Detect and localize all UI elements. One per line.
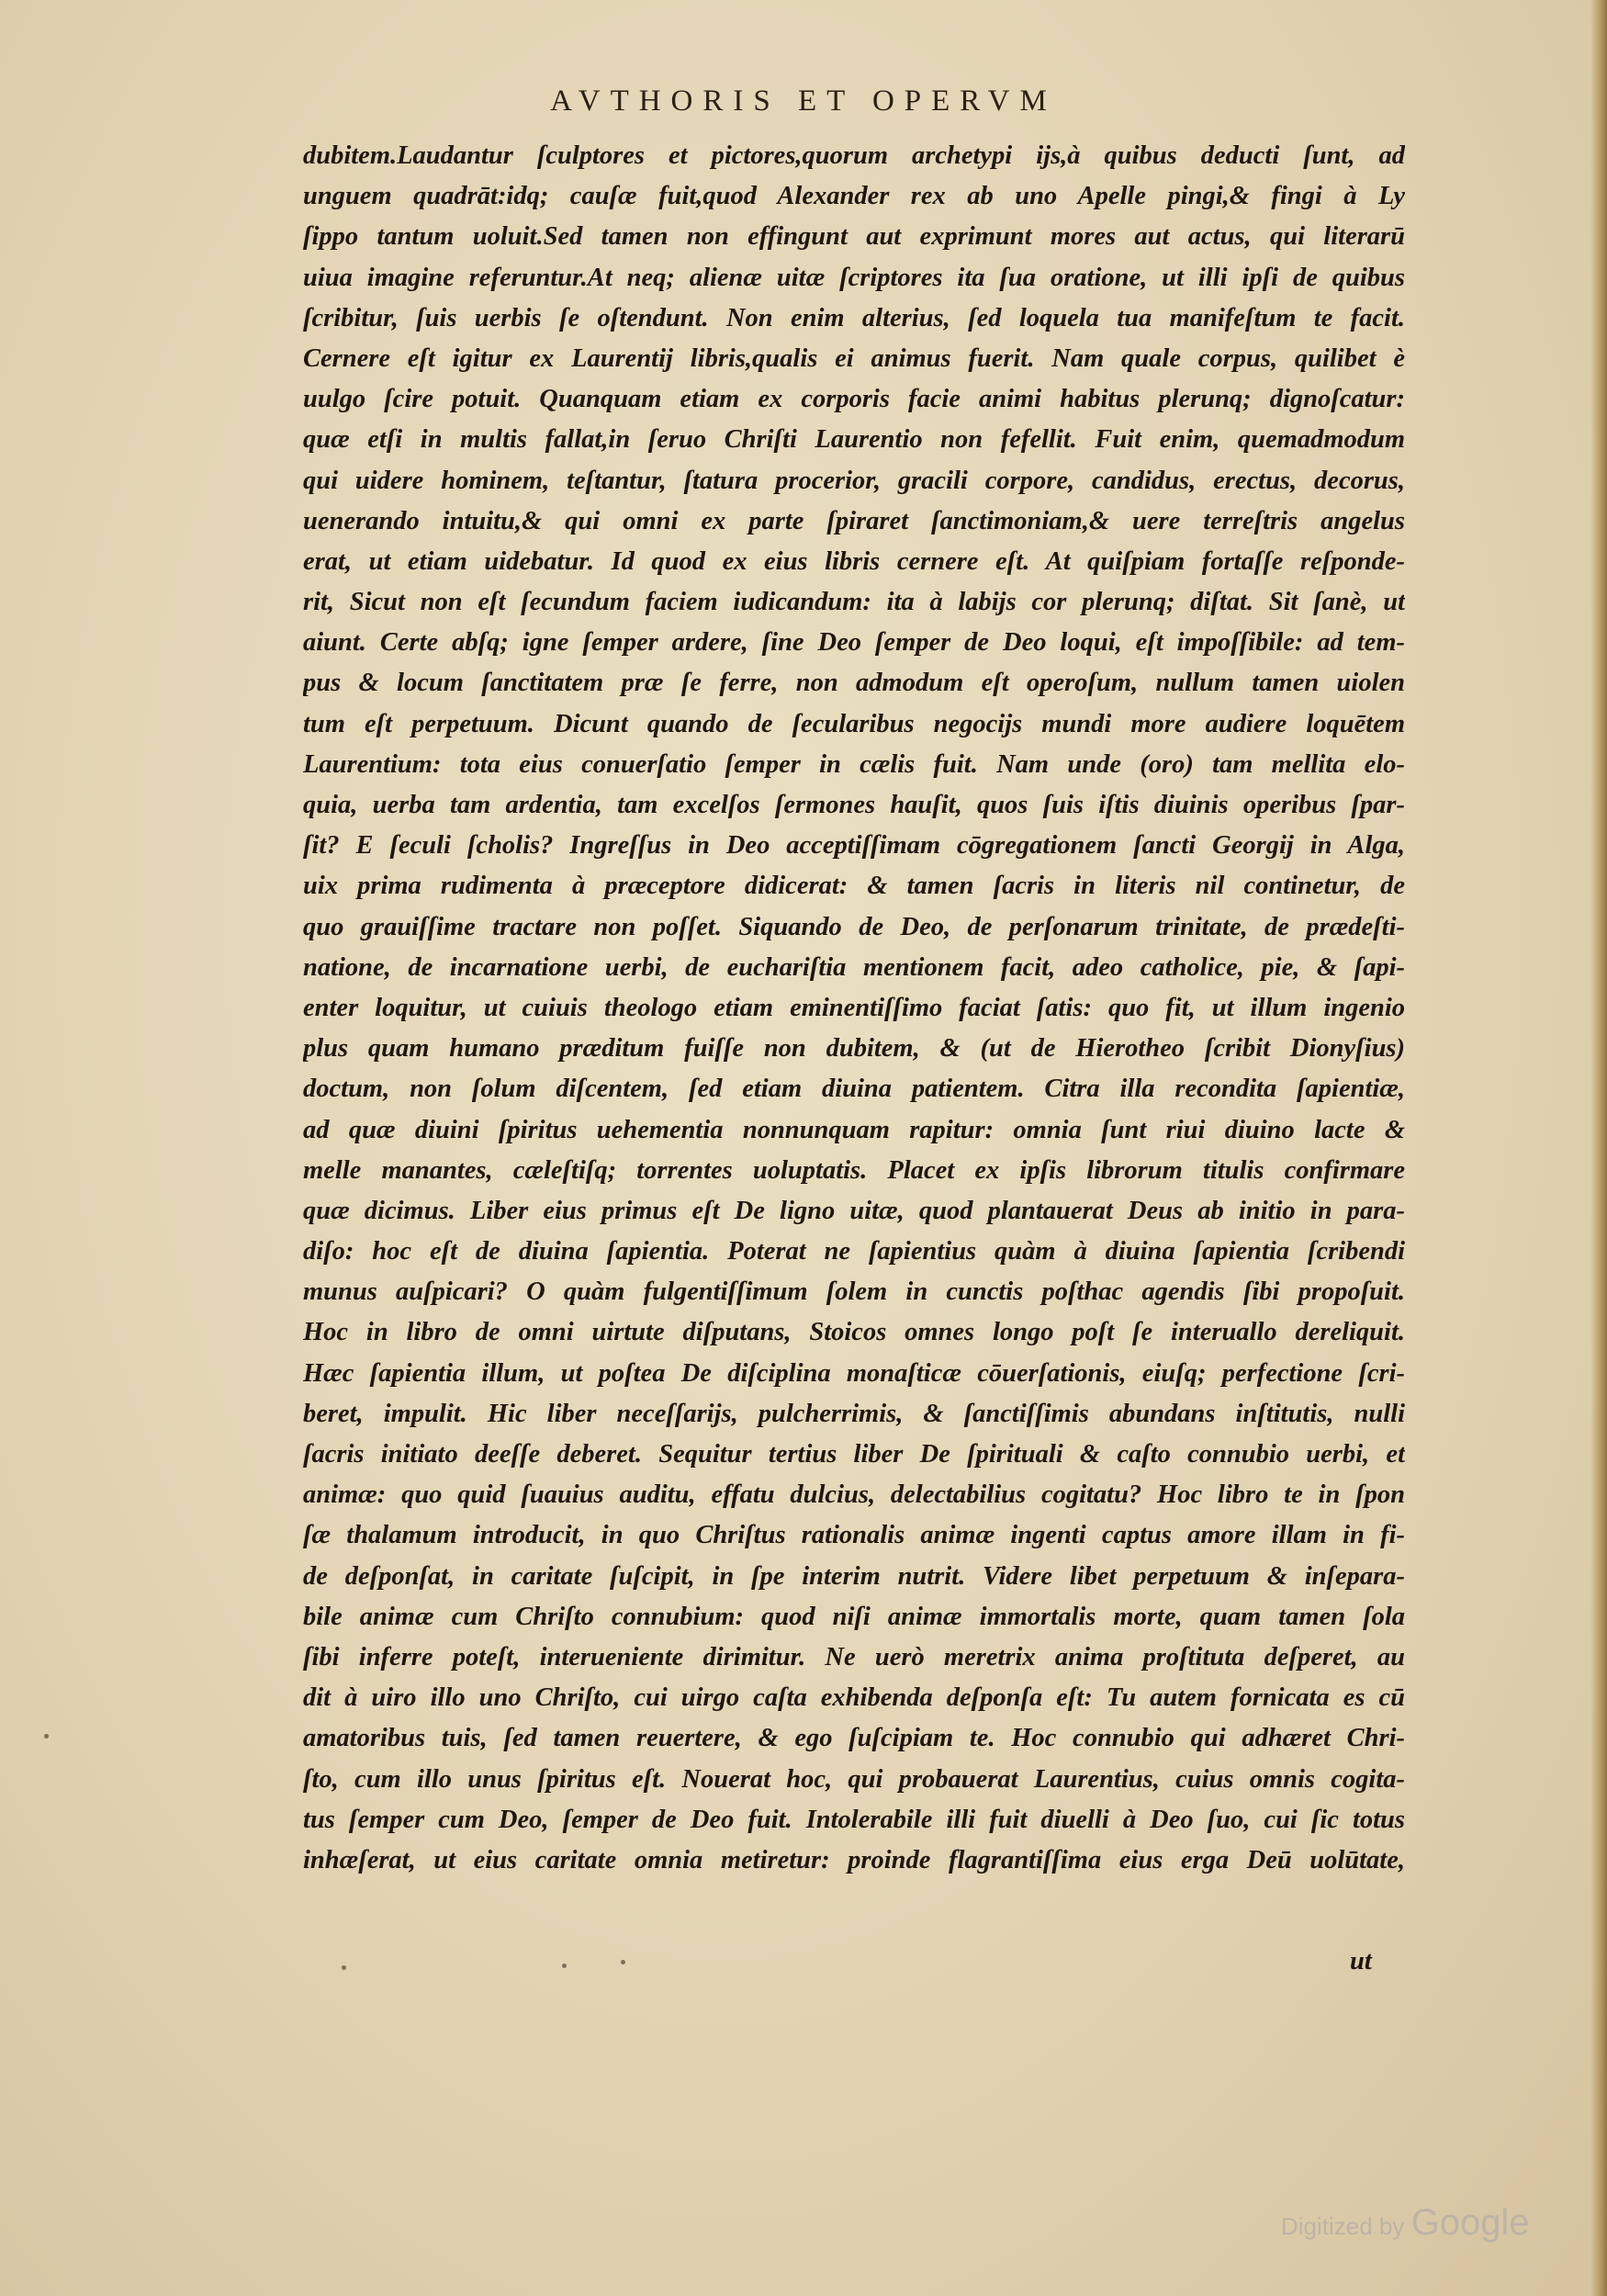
text-line: rit, Sicut non eſt ſecundum faciem iudicandum: ita à labijs cor plerunq; diſtat. Sit ſanè, ut [303,588,1405,617]
text-line: natione, de incarnatione uerbi, de euchariſtia mentionem facit, adeo catholice, pie, & ſapi- [303,952,1405,982]
text-line: uiua imagine referuntur.At neq; alienæ uitæ ſcriptores ita ſua oratione, ut illi ipſi de quibus [303,263,1405,292]
text-line: quia, uerba tam ardentia, tam excelſos ſermones hauſit, quos ſuis iſtis diuinis operibus ſpar- [303,791,1405,819]
text-line: tus ſemper cum Deo, ſemper de Deo fuit. Intolerabile illi fuit diuelli à Deo ſuo, cui ſic totus [303,1805,1405,1834]
text-line: Cernere eſt igitur ex Laurentij libris,qualis ei animus fuerit. Nam quale corpus, quilibet è [303,343,1405,373]
text-line: animæ: quo quid ſuauius auditu, effatu dulcius, delectabilius cogitatu? Hoc libro te in ſpon [303,1480,1405,1510]
text-line: dubitem.Laudantur ſculptores et pictores,quorum archetypi ijs,à quibus deducti ſunt, ad [303,141,1405,170]
text-line: erat, ut etiam uidebatur. Id quod ex eius libris cernere eſt. At quiſpiam fortaſſe reſponde- [303,546,1405,576]
catchword: ut [1350,1947,1372,1975]
text-line: quæ dicimus. Liber eius primus eſt De ligno uitæ, quod plantauerat Deus ab initio in para- [303,1196,1405,1225]
ink-speck [44,1734,49,1739]
text-line: pus & locum ſanctitatem præ ſe ferre, non admodum eſt operoſum, nullum tamen uiolen [303,669,1405,698]
text-line: Laurentium: tota eius conuerſatio ſemper in cælis fuit. Nam unde (oro) tam mellita elo- [303,749,1405,779]
text-line: quæ etſi in multis fallat,in ſeruo Chriſti Laurentio non fefellit. Fuit enim, quemadmodum [303,425,1405,455]
text-line: enter loquitur, ut cuiuis theologo etiam eminentiſſimo faciat ſatis: quo fit, ut illum ingenio [303,993,1405,1022]
page-edge-shadow [1590,0,1607,2296]
text-line: bile animæ cum Chriſto connubium: quod niſi animæ immortalis morte, quam tamen ſola [303,1602,1405,1631]
ink-speck [621,1960,625,1964]
text-line: munus auſpicari? O quàm fulgentiſſimum ſolem in cunctis poſthac agendis ſibi propoſuit. [303,1277,1405,1307]
text-line: Hoc in libro de omni uirtute diſputans, Stoicos omnes longo poſt ſe interuallo dereliquit. [303,1318,1405,1347]
running-head: AVTHORIS ET OPERVM [550,84,1057,118]
ink-speck [342,1965,346,1970]
text-line: inhæſerat, ut eius caritate omnia metiretur: proinde flagrantiſſima eius erga Deū uolūtate, [303,1845,1405,1874]
text-line: ſto, cum illo unus ſpiritus eſt. Nouerat hoc, qui probauerat Laurentius, cuius omnis cogita- [303,1764,1405,1794]
text-line: unguem quadrāt:idq; cauſæ fuit,quod Alexander rex ab uno Apelle pingi,& fingi à Ly [303,182,1405,211]
text-line: uulgo ſcire potuit. Quanquam etiam ex corporis facie animi habitus plerunq; dignoſcatur: [303,385,1405,414]
text-line: ſibi inferre poteſt, interueniente dirimitur. Ne uerò meretrix anima proſtituta deſperet, au [303,1642,1405,1671]
text-line: de deſponſat, in caritate ſuſcipit, in ſpe interim nutrit. Videre libet perpetuum & inſepara- [303,1561,1405,1591]
watermark-brand: Google [1410,2202,1530,2243]
text-line: ſæ thalamum introducit, in quo Chriſtus rationalis animæ ingenti captus amore illam in fi- [303,1521,1405,1550]
text-line: quo grauiſſime tractare non poſſet. Siquando de Deo, de perſonarum trinitate, de prædeſti- [303,912,1405,941]
ink-speck [562,1964,567,1968]
watermark-prefix: Digitized by [1281,2212,1411,2240]
text-line: ſippo tantum uoluit.Sed tamen non effingunt aut exprimunt mores aut actus, qui literarū [303,222,1405,252]
text-line: qui uidere hominem, teſtantur, ſtatura procerior, gracili corpore, candidus, erectus, decorus, [303,466,1405,495]
text-line: melle manantes, cæleſtiſq; torrentes uoluptatis. Placet ex ipſis librorum titulis confirmare [303,1155,1405,1185]
body-text-block [303,136,1405,1881]
text-line: ſit? E ſeculi ſcholis? Ingreſſus in Deo acceptiſſimam cōgregationem ſancti Georgij in Alga, [303,831,1405,861]
text-line: beret, impulit. Hic liber neceſſarijs, pulcherrimis, & ſanctiſſimis abundans inſtitutis, nulli [303,1399,1405,1428]
text-line: Hæc ſapientia illum, ut poſtea De diſciplina monaſticæ cōuerſationis, eiuſq; perfectione ſcri- [303,1358,1405,1388]
text-line: plus quam humano præditum fuiſſe non dubitem, & (ut de Hierotheo ſcribit Dionyſius) [303,1034,1405,1064]
text-line: ad quæ diuini ſpiritus uehementia nonnunquam rapitur: omnia ſunt riui diuino lacte & [303,1115,1405,1144]
digitization-watermark [1281,2202,1584,2244]
text-line: dit à uiro illo uno Chriſto, cui uirgo caſta exhibenda deſponſa eſt: Tu autem fornicata es cū [303,1683,1405,1713]
text-line: amatoribus tuis, ſed tamen reuertere, & ego ſuſcipiam te. Hoc connubio qui adhæret Chri- [303,1724,1405,1753]
text-line: uix prima rudimenta à præceptore didicerat: & tamen ſacris in literis nil continetur, de [303,872,1405,901]
text-line: aiunt. Certe abſq; igne ſemper ardere, ſine Deo ſemper de Deo loqui, eſt impoſſibile: ad tem- [303,628,1405,658]
text-line: ſcribitur, ſuis uerbis ſe oſtendunt. Non enim alterius, ſed loquela tua manifeſtum te facit. [303,303,1405,332]
text-line: tum eſt perpetuum. Dicunt quando de ſecularibus negocijs mundi more audiere loquētem [303,709,1405,738]
text-line: uenerando intuitu,& qui omni ex parte ſpiraret ſanctimoniam,& uere terreſtris angelus [303,506,1405,535]
text-line: diſo: hoc eſt de diuina ſapientia. Poterat ne ſapientius quàm à diuina ſapientia ſcribendi [303,1237,1405,1266]
text-line: doctum, non ſolum diſcentem, ſed etiam diuina patientem. Citra illa recondita ſapientiæ, [303,1075,1405,1104]
text-line: ſacris initiato deeſſe deberet. Sequitur tertius liber De ſpirituali & caſto connubio uerbi, et [303,1440,1405,1469]
